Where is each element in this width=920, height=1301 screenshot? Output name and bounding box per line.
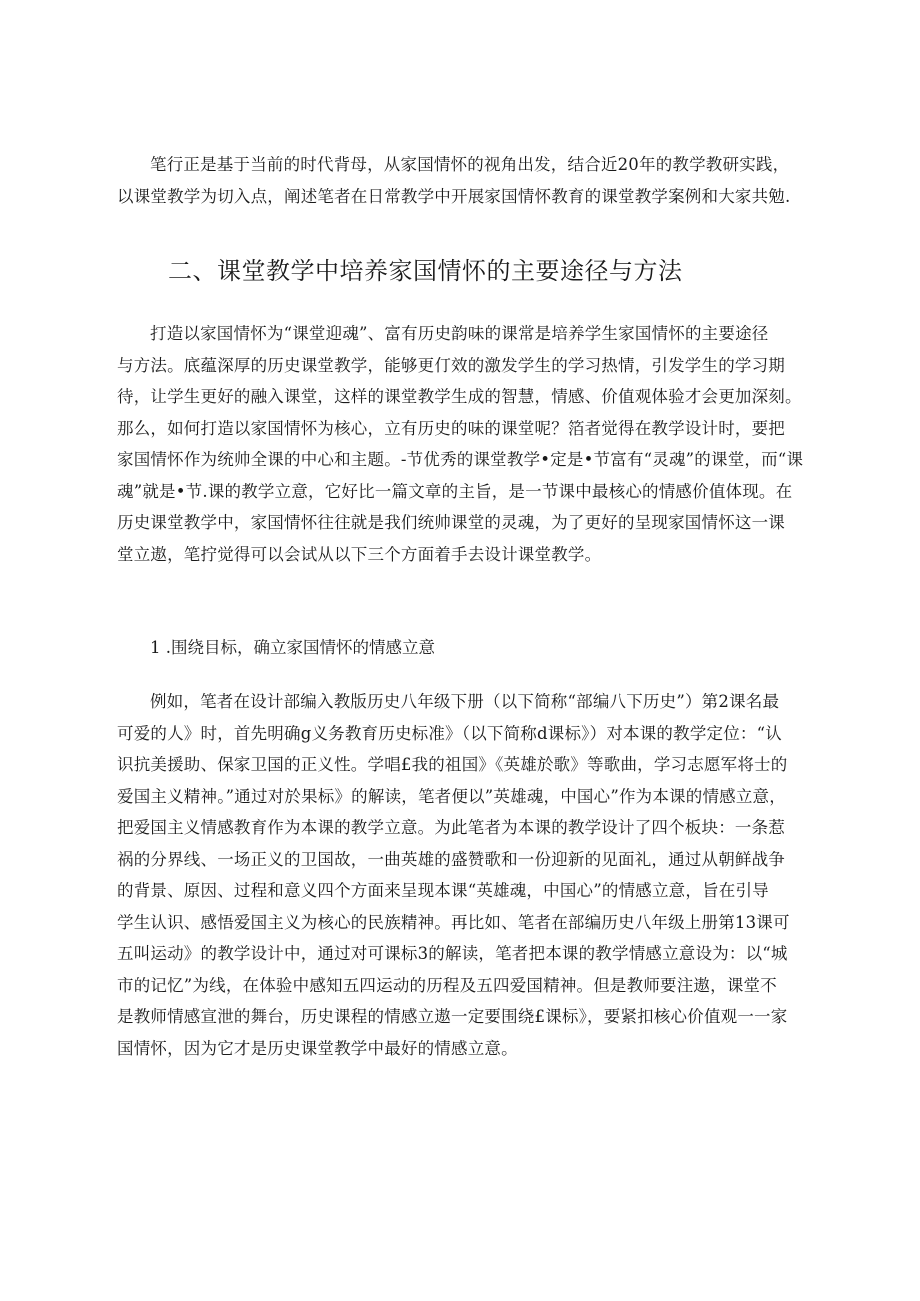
paragraph-line: 历史课堂教学中，家国情怀往往就是我们统帅课堂的灵魂，为了更好的呈现家国情怀这一课	[117, 513, 785, 532]
paragraph-line: 笔行正是基于当前的时代背母，从家国情怀的视角出发，结合近20年的教学教研实践，	[150, 155, 790, 174]
paragraph-line: 的背景、原因、过程和意义四个方面来呈现本课“英雄魂，中国心”的情感立意，旨在引导	[117, 881, 769, 900]
paragraph-line: 家国情怀作为统帅全课的中心和主题。-节优秀的课堂教学•定是•节富有“灵魂”的课堂，而“课	[117, 450, 804, 469]
subsection-heading: 1 .围绕目标，确立家国情怀的情感立意	[150, 638, 435, 657]
paragraph-line: 以课堂教学为切入点，阐述笔者在日常教学中开展家国情怀教育的课堂教学案例和大家共勉.	[117, 186, 791, 206]
paragraph-line: 祸的分界线、一场正义的卫国故，一曲英雄的盛赞歌和一份迎新的见面礼，通过从朝鲜战争	[117, 849, 785, 869]
paragraph-line: 国情怀，因为它才是历史课堂教学中最好的情感立意。	[117, 1038, 518, 1058]
paragraph-line: 是教师情感宣泄的舞台，历史课程的情感立遨一定要围绕£课标》，要紧扣核心价值观一一家	[117, 1007, 788, 1026]
paragraph-line: 堂立遨，笔拧觉得可以会试从以下三个方面着手去设计课堂教学。	[117, 544, 602, 564]
paragraph-line: 学生认识、感悟爱国主义为核心的民族精神。再比如、笔者在部编历史八年级上册第13课可	[117, 912, 790, 932]
paragraph-line: 可爱的人》时，首先明确g义务教育历史标准》（以下简称d课标》）对本课的教学定位：“认	[117, 723, 782, 743]
paragraph-line: 待，让学生更好的融入课堂，这样的课堂教学生成的智慧，情感、价值观体验才会更加深刻。	[117, 387, 802, 406]
paragraph-line: 识抗美援助、保家卫国的正义性。学唱£我的祖国》《英雄於歌》等歌曲，学习志愿军将士的	[117, 755, 788, 774]
intro-paragraph	[117, 149, 807, 212]
paragraph-line: 五叫运动》的教学设计中，通过对可课标3的解读，笔者把本课的教学情感立意设为：以“城	[117, 944, 788, 963]
paragraph-line: 市的记忆”为线，在体验中感知五四运动的历程及五四爱国精神。但是教师要注遨，课堂不	[117, 975, 777, 995]
paragraph-line: 例如，笔者在设计部编入教版历史八年级下册（以下简称“部编八下历史”）第2课名最	[150, 692, 780, 711]
paragraph-line: 把爱国主义情感教育作为本课的教学立意。为此笔者为本课的教学设计了四个板块：一条惹	[117, 818, 785, 837]
section-paragraph-2	[117, 686, 807, 1064]
section-heading: 二、课堂教学中培养家国情怀的主要途径与方法	[168, 257, 683, 285]
paragraph-line: 魂”就是•节.课的教学立意，它好比一篇文章的主旨，是一节课中最核心的情感价值体现。在	[117, 481, 793, 501]
section-paragraph-1	[117, 318, 807, 570]
paragraph-line: 那么，如何打造以家国情怀为核心，立有历史的味的课堂呢？箔者觉得在教学设计时，要把	[117, 418, 785, 438]
paragraph-line: 打造以家国情怀为“课堂迎魂”、富有历史韵味的课常是培养学生家国情怀的主要途径	[150, 324, 769, 343]
paragraph-line: 爱国主义精神。”通过对於果标》的解读，笔者便以”英雄魂，中国心”作为本课的情感立意，	[117, 786, 786, 806]
paragraph-line: 与方法。底蕴深厚的历史课堂教学，能够更仃效的激发学生的学习热情，引发学生的学习期	[117, 355, 785, 375]
